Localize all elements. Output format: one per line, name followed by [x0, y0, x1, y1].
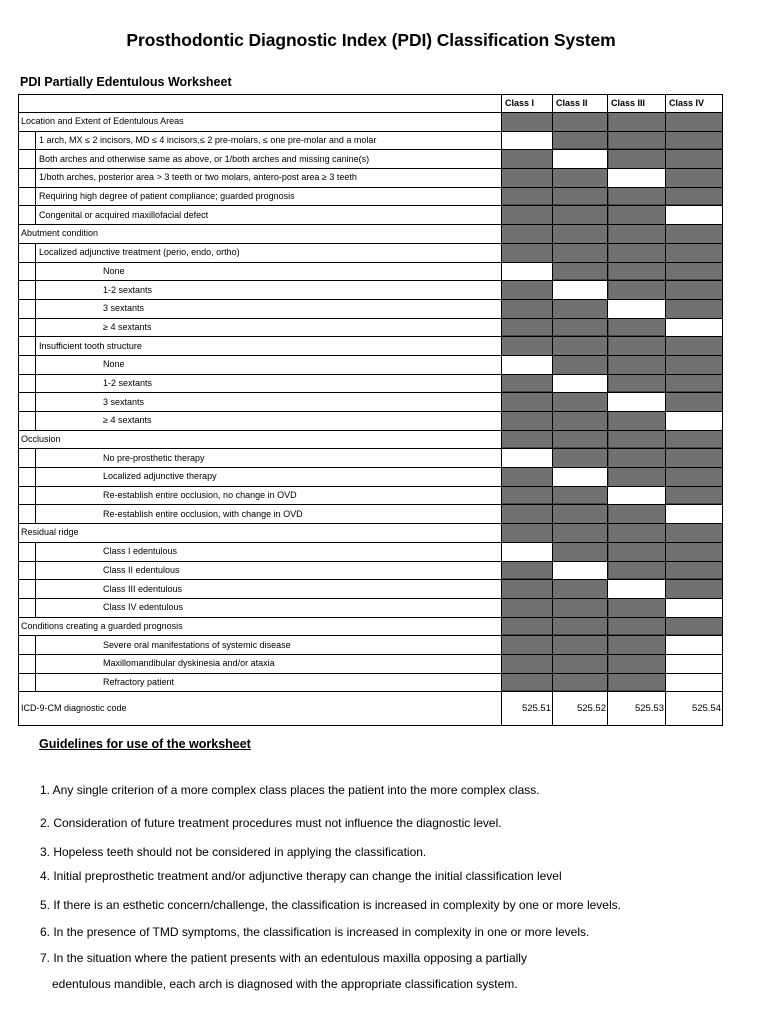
shaded-cell	[553, 299, 608, 318]
section-heading: Occlusion	[19, 430, 502, 449]
section-heading: Abutment condition	[19, 225, 502, 244]
class-checkbox-cell[interactable]	[666, 505, 723, 524]
indent-cell	[19, 281, 36, 300]
shaded-cell	[502, 673, 553, 692]
option-label: Re-establish entire occlusion, no change in OVD	[36, 486, 502, 505]
icd-code: 525.52	[553, 692, 608, 726]
criterion-label: Both arches and otherwise same as above, or 1/both arches and missing canine(s)	[36, 150, 502, 169]
indent-cell	[19, 412, 36, 431]
guideline-item: 1. Any single criterion of a more complex class places the patient into the more complex class.	[40, 783, 540, 797]
shaded-cell	[608, 636, 666, 655]
shaded-cell	[553, 654, 608, 673]
class-checkbox-cell[interactable]	[553, 374, 608, 393]
option-label: 1-2 sextants	[36, 374, 502, 393]
guidelines-title: Guidelines for use of the worksheet	[39, 737, 251, 751]
class-checkbox-cell[interactable]	[666, 598, 723, 617]
worksheet-row	[19, 337, 723, 356]
class-checkbox-cell[interactable]	[666, 673, 723, 692]
shaded-cell	[608, 337, 666, 356]
option-label: 3 sextants	[36, 299, 502, 318]
shaded-cell	[553, 524, 608, 543]
indent-cell	[19, 449, 36, 468]
shaded-cell	[608, 468, 666, 487]
criterion-label: 1/both arches, posterior area > 3 teeth or two molars, antero-post area ≥ 3 teeth	[36, 169, 502, 188]
shaded-cell	[608, 262, 666, 281]
worksheet-row	[19, 131, 723, 150]
section-heading: Conditions creating a guarded prognosis	[19, 617, 502, 636]
option-label: None	[36, 262, 502, 281]
worksheet-row	[19, 561, 723, 580]
shaded-cell	[608, 374, 666, 393]
option-label: No pre-prosthetic therapy	[36, 449, 502, 468]
indent-cell	[19, 636, 36, 655]
shaded-cell	[502, 318, 553, 337]
worksheet-row	[19, 169, 723, 188]
shaded-cell	[608, 598, 666, 617]
option-label: 1-2 sextants	[36, 281, 502, 300]
option-label: Refractory patient	[36, 673, 502, 692]
class-checkbox-cell[interactable]	[502, 542, 553, 561]
option-label: Class I edentulous	[36, 542, 502, 561]
option-label: Localized adjunctive therapy	[36, 468, 502, 487]
class-checkbox-cell[interactable]	[608, 393, 666, 412]
worksheet-row	[19, 262, 723, 281]
class-checkbox-cell[interactable]	[666, 412, 723, 431]
page-title: Prosthodontic Diagnostic Index (PDI) Classification System	[126, 30, 616, 50]
shaded-cell	[502, 113, 553, 132]
class-checkbox-cell[interactable]	[608, 299, 666, 318]
shaded-cell	[666, 113, 723, 132]
shaded-cell	[666, 262, 723, 281]
worksheet-row	[19, 113, 723, 132]
header-row	[19, 95, 723, 113]
worksheet-subtitle: PDI Partially Edentulous Worksheet	[20, 75, 232, 89]
icd-code: 525.51	[502, 692, 553, 726]
shaded-cell	[608, 524, 666, 543]
shaded-cell	[502, 636, 553, 655]
class-checkbox-cell[interactable]	[502, 131, 553, 150]
option-label: Severe oral manifestations of systemic disease	[36, 636, 502, 655]
shaded-cell	[553, 262, 608, 281]
shaded-cell	[608, 318, 666, 337]
criterion-label: Localized adjunctive treatment (perio, endo, ortho)	[36, 243, 502, 262]
column-header: Class IV	[666, 95, 723, 113]
shaded-cell	[553, 131, 608, 150]
indent-cell	[19, 169, 36, 188]
indent-cell	[19, 355, 36, 374]
shaded-cell	[608, 281, 666, 300]
shaded-cell	[553, 580, 608, 599]
option-label: Class II edentulous	[36, 561, 502, 580]
shaded-cell	[502, 505, 553, 524]
option-label: None	[36, 355, 502, 374]
shaded-cell	[608, 206, 666, 225]
shaded-cell	[666, 561, 723, 580]
shaded-cell	[553, 355, 608, 374]
column-header: Class I	[502, 95, 553, 113]
class-checkbox-cell[interactable]	[502, 355, 553, 374]
indent-cell	[19, 598, 36, 617]
shaded-cell	[502, 561, 553, 580]
icd-code: 525.54	[666, 692, 723, 726]
indent-cell	[19, 673, 36, 692]
shaded-cell	[666, 281, 723, 300]
shaded-cell	[608, 187, 666, 206]
indent-cell	[19, 486, 36, 505]
shaded-cell	[666, 468, 723, 487]
shaded-cell	[553, 449, 608, 468]
indent-cell	[19, 131, 36, 150]
shaded-cell	[608, 131, 666, 150]
class-checkbox-cell[interactable]	[666, 636, 723, 655]
worksheet-row	[19, 374, 723, 393]
indent-cell	[19, 393, 36, 412]
shaded-cell	[553, 505, 608, 524]
indent-cell	[19, 468, 36, 487]
criterion-label: Requiring high degree of patient compliance; guarded prognosis	[36, 187, 502, 206]
shaded-cell	[666, 524, 723, 543]
class-checkbox-cell[interactable]	[666, 206, 723, 225]
indent-cell	[19, 150, 36, 169]
shaded-cell	[553, 337, 608, 356]
worksheet-row	[19, 486, 723, 505]
shaded-cell	[666, 580, 723, 599]
indent-cell	[19, 337, 36, 356]
shaded-cell	[502, 169, 553, 188]
shaded-cell	[502, 412, 553, 431]
shaded-cell	[553, 598, 608, 617]
worksheet-row	[19, 393, 723, 412]
shaded-cell	[608, 654, 666, 673]
icd-label: ICD-9-CM diagnostic code	[19, 692, 502, 726]
shaded-cell	[608, 505, 666, 524]
shaded-cell	[608, 449, 666, 468]
class-checkbox-cell[interactable]	[502, 262, 553, 281]
shaded-cell	[502, 393, 553, 412]
option-label: Re-establish entire occlusion, with change in OVD	[36, 505, 502, 524]
shaded-cell	[502, 598, 553, 617]
worksheet-body	[19, 95, 723, 726]
icd-code-row	[19, 692, 723, 726]
shaded-cell	[502, 524, 553, 543]
indent-cell	[19, 580, 36, 599]
class-checkbox-cell[interactable]	[553, 281, 608, 300]
shaded-cell	[502, 337, 553, 356]
shaded-cell	[553, 542, 608, 561]
shaded-cell	[502, 617, 553, 636]
header-blank	[19, 95, 502, 113]
icd-code: 525.53	[608, 692, 666, 726]
shaded-cell	[553, 617, 608, 636]
shaded-cell	[666, 430, 723, 449]
worksheet-row	[19, 580, 723, 599]
shaded-cell	[553, 113, 608, 132]
shaded-cell	[608, 412, 666, 431]
shaded-cell	[553, 393, 608, 412]
shaded-cell	[502, 486, 553, 505]
worksheet-row	[19, 449, 723, 468]
shaded-cell	[666, 617, 723, 636]
guideline-item: 2. Consideration of future treatment procedures must not influence the diagnostic level.	[40, 816, 502, 830]
indent-cell	[19, 654, 36, 673]
worksheet-row	[19, 524, 723, 543]
criterion-label: 1 arch, MX ≤ 2 incisors, MD ≤ 4 incisors,≤ 2 pre-molars, ≤ one pre-molar and a molar	[36, 131, 502, 150]
section-heading: Residual ridge	[19, 524, 502, 543]
worksheet-row	[19, 542, 723, 561]
shaded-cell	[502, 225, 553, 244]
class-checkbox-cell[interactable]	[553, 150, 608, 169]
indent-cell	[19, 299, 36, 318]
shaded-cell	[666, 393, 723, 412]
shaded-cell	[553, 673, 608, 692]
shaded-cell	[666, 131, 723, 150]
shaded-cell	[666, 449, 723, 468]
indent-cell	[19, 374, 36, 393]
shaded-cell	[502, 580, 553, 599]
class-checkbox-cell[interactable]	[666, 654, 723, 673]
worksheet-row	[19, 412, 723, 431]
shaded-cell	[666, 150, 723, 169]
shaded-cell	[666, 243, 723, 262]
shaded-cell	[608, 225, 666, 244]
shaded-cell	[553, 412, 608, 431]
guideline-item: edentulous mandible, each arch is diagnosed with the appropriate classification system.	[52, 977, 518, 991]
indent-cell	[19, 542, 36, 561]
worksheet-row	[19, 468, 723, 487]
shaded-cell	[666, 225, 723, 244]
shaded-cell	[502, 374, 553, 393]
shaded-cell	[608, 673, 666, 692]
indent-cell	[19, 262, 36, 281]
class-checkbox-cell[interactable]	[608, 486, 666, 505]
class-checkbox-cell[interactable]	[666, 318, 723, 337]
shaded-cell	[553, 243, 608, 262]
worksheet-row	[19, 150, 723, 169]
shaded-cell	[553, 169, 608, 188]
column-header: Class III	[608, 95, 666, 113]
shaded-cell	[666, 187, 723, 206]
option-label: 3 sextants	[36, 393, 502, 412]
shaded-cell	[553, 318, 608, 337]
column-header: Class II	[553, 95, 608, 113]
indent-cell	[19, 187, 36, 206]
indent-cell	[19, 561, 36, 580]
criterion-label: Insufficient tooth structure	[36, 337, 502, 356]
worksheet-row	[19, 598, 723, 617]
shaded-cell	[666, 355, 723, 374]
option-label: Maxillomandibular dyskinesia and/or ataxia	[36, 654, 502, 673]
shaded-cell	[608, 243, 666, 262]
worksheet-row	[19, 430, 723, 449]
shaded-cell	[502, 281, 553, 300]
shaded-cell	[553, 636, 608, 655]
class-checkbox-cell[interactable]	[553, 468, 608, 487]
shaded-cell	[666, 337, 723, 356]
indent-cell	[19, 206, 36, 225]
indent-cell	[19, 318, 36, 337]
guideline-item: 3. Hopeless teeth should not be considered in applying the classification.	[40, 845, 427, 859]
shaded-cell	[502, 299, 553, 318]
shaded-cell	[502, 468, 553, 487]
worksheet-row	[19, 505, 723, 524]
section-heading: Location and Extent of Edentulous Areas	[19, 113, 502, 132]
option-label: ≥ 4 sextants	[36, 412, 502, 431]
shaded-cell	[666, 486, 723, 505]
criterion-label: Congenital or acquired maxillofacial defect	[36, 206, 502, 225]
option-label: Class IV edentulous	[36, 598, 502, 617]
shaded-cell	[666, 542, 723, 561]
guideline-item: 6. In the presence of TMD symptoms, the classification is increased in complexity in one or more levels.	[40, 925, 590, 939]
option-label: Class III edentulous	[36, 580, 502, 599]
shaded-cell	[553, 486, 608, 505]
shaded-cell	[608, 113, 666, 132]
worksheet-row	[19, 299, 723, 318]
shaded-cell	[666, 374, 723, 393]
class-checkbox-cell[interactable]	[608, 169, 666, 188]
worksheet-row	[19, 654, 723, 673]
worksheet-row	[19, 636, 723, 655]
pdi-worksheet-table	[18, 94, 723, 726]
shaded-cell	[553, 225, 608, 244]
worksheet-row	[19, 617, 723, 636]
worksheet-row	[19, 187, 723, 206]
shaded-cell	[608, 355, 666, 374]
class-checkbox-cell[interactable]	[608, 580, 666, 599]
shaded-cell	[608, 150, 666, 169]
shaded-cell	[608, 430, 666, 449]
worksheet-row	[19, 206, 723, 225]
shaded-cell	[502, 150, 553, 169]
option-label: ≥ 4 sextants	[36, 318, 502, 337]
class-checkbox-cell[interactable]	[502, 449, 553, 468]
shaded-cell	[553, 187, 608, 206]
indent-cell	[19, 505, 36, 524]
worksheet-row	[19, 318, 723, 337]
shaded-cell	[502, 187, 553, 206]
shaded-cell	[502, 243, 553, 262]
shaded-cell	[553, 430, 608, 449]
shaded-cell	[502, 654, 553, 673]
shaded-cell	[553, 206, 608, 225]
worksheet-row	[19, 243, 723, 262]
shaded-cell	[608, 542, 666, 561]
guideline-item: 5. If there is an esthetic concern/challenge, the classification is increased in complexity by one or more levels.	[40, 898, 621, 912]
class-checkbox-cell[interactable]	[553, 561, 608, 580]
shaded-cell	[502, 430, 553, 449]
guideline-item: 4. Initial preprosthetic treatment and/or adjunctive therapy can change the initial classification level	[40, 869, 562, 883]
shaded-cell	[502, 206, 553, 225]
worksheet-row	[19, 355, 723, 374]
shaded-cell	[666, 299, 723, 318]
shaded-cell	[608, 561, 666, 580]
worksheet-row	[19, 281, 723, 300]
shaded-cell	[666, 169, 723, 188]
worksheet-row	[19, 225, 723, 244]
worksheet-row	[19, 673, 723, 692]
shaded-cell	[608, 617, 666, 636]
guideline-item: 7. In the situation where the patient presents with an edentulous maxilla opposing a partially	[40, 951, 527, 965]
indent-cell	[19, 243, 36, 262]
